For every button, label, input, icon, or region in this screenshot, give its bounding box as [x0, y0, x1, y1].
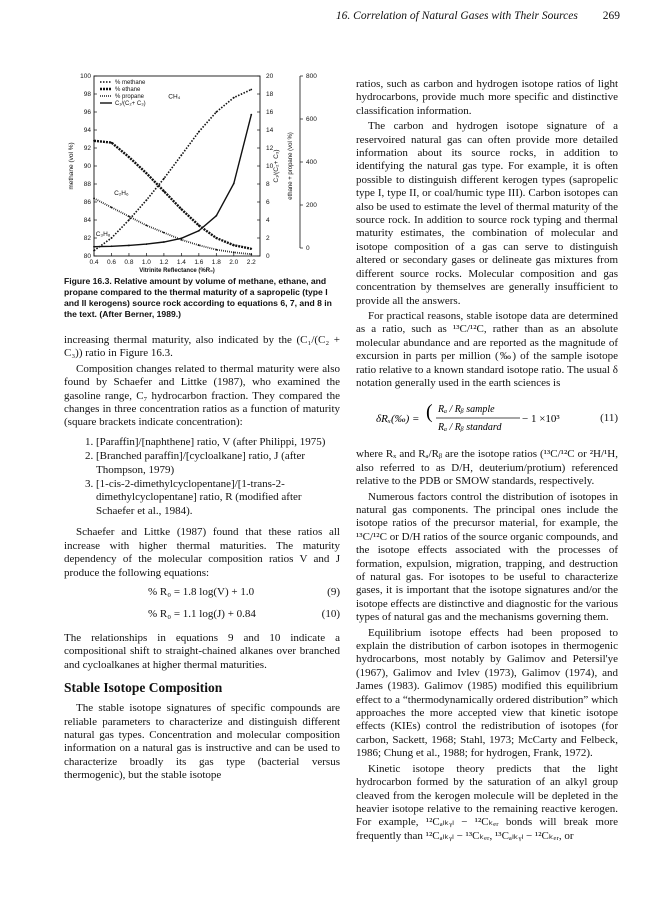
right1-tick-label: 18 — [266, 91, 274, 99]
data-point — [198, 244, 200, 246]
left-tick-label: 82 — [83, 235, 91, 243]
data-point — [215, 111, 217, 113]
equation-11-numerator: Rₐ / Rᵦ sample — [438, 404, 495, 416]
left-tick-label: 94 — [83, 127, 91, 135]
right1-tick-label: 0 — [266, 253, 270, 261]
equation-10-expression: % R₀ = 1.1 log(J) + 0.84 — [148, 607, 256, 620]
annotation-ch4: CH₄ — [168, 93, 181, 101]
left-tick-label: 90 — [83, 163, 91, 171]
data-point — [146, 199, 148, 201]
left-axis-label: methane (vol %) — [68, 142, 75, 190]
list-item: 2. [Branched paraffin]/[cycloalkane] ratio, J (after Thompson, 1979) — [85, 450, 305, 476]
x-axis-label: Vitrinite Reflectance (%R₀) — [139, 268, 215, 274]
right2-tick-label: 0 — [306, 245, 310, 253]
figure-16-3 — [64, 70, 340, 274]
legend-label: % propane — [115, 94, 145, 101]
right2-tick-label: 400 — [306, 159, 317, 167]
equation-11-lhs: δRₓ(‰) = — [376, 413, 420, 426]
equation-9-number: (9) — [327, 585, 340, 598]
data-point — [163, 232, 165, 234]
data-point — [233, 183, 235, 185]
right2-tick-label: 200 — [306, 202, 317, 210]
data-point — [233, 244, 235, 246]
x-tick-label: 1.8 — [211, 259, 221, 266]
data-point — [146, 243, 148, 245]
equation-10 — [64, 604, 340, 626]
equation-11-denominator: Rₐ / Rᵦ standard — [438, 422, 502, 434]
x-tick-label: 0.4 — [89, 259, 99, 266]
right1-tick-label: 14 — [266, 127, 274, 135]
data-point — [250, 114, 252, 116]
right1-axis-label: ethane + propane (vol %) — [288, 132, 294, 200]
data-point — [111, 245, 113, 247]
data-point — [128, 216, 130, 218]
data-point — [111, 237, 113, 239]
data-point — [250, 248, 252, 250]
left-tick-label: 80 — [83, 253, 91, 261]
annotation-c2h6: C₂H₆ — [114, 189, 129, 197]
series-line--methane — [94, 90, 251, 251]
data-point — [111, 207, 113, 209]
equation-11 — [356, 394, 618, 442]
left-tick-label: 92 — [83, 145, 91, 153]
left-paragraph-5: The stable isotope signatures of specific compounds are reliable parameters to characterize and distinguish different natural gas types. Concentration and molecular composition information on a natural gas is instructive and can be used to characterize broadly its gas type (bacterial versus thermogenic), but the stable isotope — [64, 702, 340, 782]
list-item: 3. [1-cis-2-dimethylcyclopentane]/[1-trans-2-dimethylcyclopentane] ratio, R (modified after Schaefer et al., 1984). — [85, 478, 302, 517]
equation-9 — [64, 582, 340, 604]
left-paragraph-3: Schaefer and Littke (1987) found that these ratios all increase with higher thermal maturities. The maturity dependency of the molecular composition ratios V and J produce the following equations: — [64, 526, 340, 579]
right-column — [356, 78, 618, 845]
left-paragraph-4: The relationships in equations 9 and 10 indicate a compositional shift to straight-chained alkanes over branched and cycloalkanes at higher thermal maturities. — [64, 631, 340, 671]
right-paragraph-7: Kinetic isotope theory predicts that the light hydrocarbon formed by the saturation of an alkyl group cleaved from the kerogen molecule will be depleted in the heavier isotope relative to the remaining reactive kerogen. For example, ¹²Cₐₗₖᵧₗ − ¹²Cₖₑᵣ bonds will break more frequently than ¹²Cₐₗₖᵧₗ − ¹³Cₖₑᵣ, ¹³Cₐₗₖᵧₗ − ¹²Cₖₑᵣ, or — [356, 762, 618, 842]
legend-label: C₁/(C₂+ C₃) — [115, 101, 146, 108]
equation-10-number: (10) — [321, 607, 340, 620]
right2-axis-label: C₁/(C₂+ C₃) — [273, 149, 280, 183]
annotation-c3h8: C₃H₈ — [95, 231, 111, 239]
data-point — [250, 253, 252, 255]
right-paragraph-4: where Rₓ and Rₐ/Rᵦ are the isotope ratios (¹³C/¹²C or ²H/¹H, also referred to as D/H, deuterium/protium) referenced relative to the PDB or SMOW standards, respectively. — [356, 448, 618, 488]
legend-label: % methane — [115, 80, 146, 87]
left-paren: ( — [426, 401, 433, 424]
data-point — [111, 142, 113, 144]
data-point — [163, 190, 165, 192]
left-tick-label: 96 — [83, 109, 91, 117]
right1-tick-label: 8 — [266, 181, 270, 189]
series-line-c-c-c- — [94, 115, 251, 247]
data-point — [233, 97, 235, 99]
right1-tick-label: 10 — [266, 163, 274, 171]
left-column — [64, 70, 340, 785]
list-item: 1. [Paraffin]/[naphthene] ratio, V (after Philippi, 1975) — [85, 435, 326, 448]
right-paragraph-5: Numerous factors control the distribution of isotopes in natural gas components. The principal ones include the isotope ratios of the precursor material, for example, the ¹³C/¹²C or D/H ratios of the source organic compounds, and the isotope effects associated with the processes of formation, expulsion, migration, trapping, and destruction of natural gas. For isotopes to be useful to characterize gases, it is important that the isotope signatures and/or the isotope effects are distinctive and diagnostic for the various types of natural gas and the mechanisms governing them. — [356, 490, 618, 624]
data-point — [250, 89, 252, 91]
x-tick-label: 2.0 — [229, 259, 239, 266]
left-paragraph-1: increasing thermal maturity, also indicated by the (C₁/(C₂ + C₃)) ratio in Figure 16.3. — [64, 334, 340, 360]
data-point — [93, 140, 95, 142]
legend-label: % ethane — [115, 87, 141, 94]
data-point — [163, 241, 165, 243]
x-tick-label: 0.8 — [124, 259, 134, 266]
data-point — [163, 178, 165, 180]
right2-tick-label: 800 — [306, 73, 317, 81]
left-tick-label: 84 — [83, 217, 91, 225]
data-point — [146, 172, 148, 174]
data-point — [93, 198, 95, 200]
data-point — [198, 131, 200, 133]
equation-9-expression: % R₀ = 1.8 log(V) + 1.0 — [148, 585, 255, 598]
right1-tick-label: 12 — [266, 145, 274, 153]
ratio-list — [64, 436, 340, 518]
data-point — [198, 230, 200, 232]
equation-11-number: (11) — [600, 412, 618, 425]
x-tick-label: 0.6 — [106, 259, 116, 266]
left-tick-label: 86 — [83, 199, 91, 207]
right-paragraph-2: The carbon and hydrogen isotope signature of a reservoired natural gas can often provide more detailed information about its source rocks, in addition to identifying the natural gas type. For example, it is often possible to distinguish different kerogen types (sapropelic type I, type II, or coal/humic type III). Carbon isotopes can also be used to estimate the level of thermal maturity of the source rock. In addition to source rock typing and thermal maturity estimates, the combination of molecular and isotope composition of a gas can serve to distinguish altered or secondary gases or delineate gas mixtures from different source rocks. Molecular composition and gas concentration by themselves are generally insufficient to provide all the answers. — [356, 120, 618, 307]
equation-11-formula — [356, 394, 576, 442]
right1-tick-label: 20 — [266, 73, 274, 81]
right2-tick-label: 600 — [306, 116, 317, 124]
data-point — [180, 237, 182, 239]
right1-tick-label: 4 — [266, 217, 270, 225]
left-paragraph-2: Composition changes related to thermal maturity were also found by Schaefer and Littke (1987), who examined the gasoline range, C₇ hydrocarbon fraction. They compared the changes in three concentration ratios as a function of maturity (square brackets indicate concentration): — [64, 362, 340, 429]
data-point — [93, 246, 95, 248]
chapter-title: 16. Correlation of Natural Gases with Their Sources — [335, 10, 578, 22]
x-tick-label: 1.0 — [141, 259, 151, 266]
x-tick-label: 2.2 — [246, 259, 256, 266]
left-tick-label: 98 — [83, 91, 91, 99]
equation-11-tail: − 1 ×10³ — [522, 413, 560, 426]
data-point — [233, 252, 235, 254]
data-point — [128, 245, 130, 247]
data-point — [215, 249, 217, 251]
data-point — [198, 225, 200, 227]
maturity-chart — [64, 70, 340, 274]
figure-caption: Figure 16.3. Relative amount by volume of methane, ethane, and propane compared to the thermal maturity of a sapropelic (type I and II kerogens) source rock according to equations 6, 7, and 8 in the text. (After Berner, 1989.) — [64, 276, 332, 319]
data-point — [180, 208, 182, 210]
left-tick-label: 88 — [83, 181, 91, 189]
data-point — [128, 219, 130, 221]
right-paragraph-6: Equilibrium isotope effects had been proposed to explain the distribution of carbon isotopes in thermogenic hydrocarbons, most notably by Galimov and Petersil'ye (1967), Galimov and Ivlev (1973), Galimov (1974), and James (1983). Galimov (1985) modified this equilibrium effect to a “thermodynamically ordered distribution” which approaches the more accepted view that kinetic isotope effects (KIEs) control the redistribution of isotopes (for carbon, Sackett, 1968; Stahl, 1973; McCarty and Felbeck, 1986; Chung et al., 1988; for hydrogen, Frank, 1972). — [356, 626, 618, 760]
data-point — [215, 215, 217, 217]
page-number: 269 — [602, 10, 620, 22]
data-point — [128, 156, 130, 158]
x-tick-label: 1.4 — [176, 259, 186, 266]
x-tick-label: 1.6 — [194, 259, 204, 266]
section-heading: Stable Isotope Composition — [64, 680, 223, 696]
data-point — [93, 250, 95, 252]
running-header — [64, 10, 620, 28]
data-point — [146, 225, 148, 227]
right-paragraph-1: ratios, such as carbon and hydrogen isotope ratios of light hydrocarbons, provide much more specific and distinctive classification information. — [356, 78, 618, 117]
x-tick-label: 1.2 — [159, 259, 169, 266]
data-point — [215, 237, 217, 239]
left-tick-label: 100 — [80, 73, 91, 81]
right1-tick-label: 6 — [266, 199, 270, 207]
right-paragraph-3: For practical reasons, stable isotope data are determined as a ratio, such as ¹³C/¹²C, rather than as an absolute molecular abundance and are reported as the magnitude of excursion in parts per million (‰) of the sample isotope ratio relative to a known standard isotope ratio. The usual δ notation generally used in the earth sciences is — [356, 309, 618, 389]
data-point — [180, 154, 182, 156]
right1-tick-label: 2 — [266, 235, 270, 243]
right1-tick-label: 16 — [266, 109, 274, 117]
